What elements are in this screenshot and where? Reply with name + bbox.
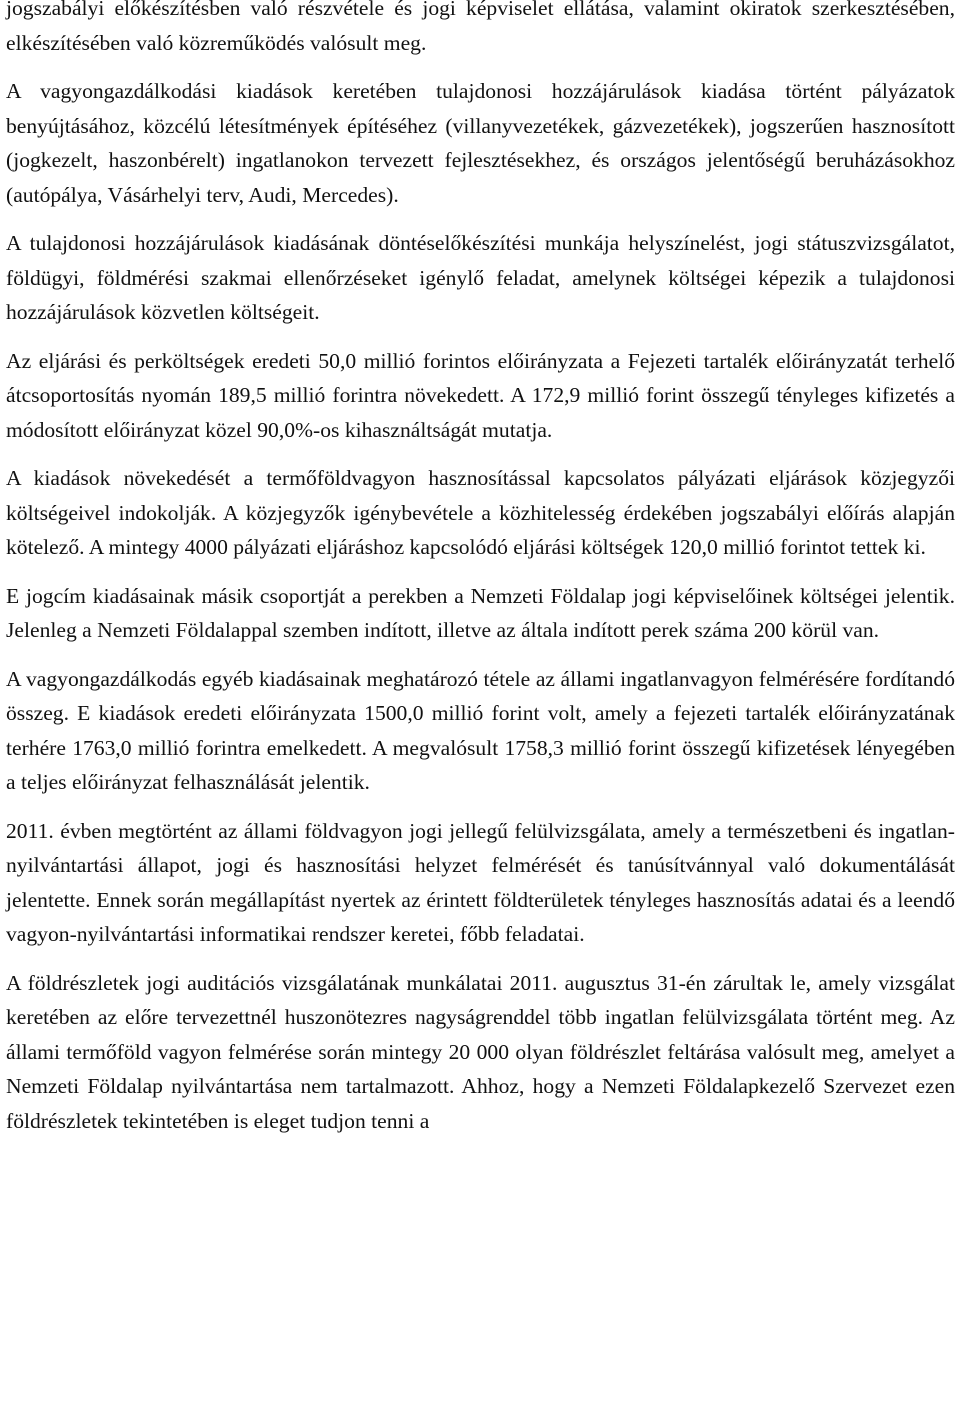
- paragraph-1: jogszabályi előkészítésben való részvétele és jogi képviselet ellátása, valamint okiratok szerkesztésében, elkészítésében való közreműködés valósult meg.: [6, 0, 955, 55]
- paragraph-8: 2011. évben megtörtént az állami földvagyon jogi jellegű felülvizsgálata, amely a természetbeni és ingatlan-nyilvántartási állapot, jogi és hasznosítási helyzet felmérését és tanúsítvánnyal való dokumentálását jelentette. Ennek során megállapítást nyertek az érintett földterületek tényleges hasznosítás adatai és a leendő vagyon-nyilvántartási informatikai rendszer keretei, főbb feladatai.: [6, 818, 955, 946]
- paragraph-4: Az eljárási és perköltségek eredeti 50,0 millió forintos előirányzata a Fejezeti tartalék előirányzatát terhelő átcsoportosítás nyomán 189,5 millió forintra növekedett. A 172,9 millió forint összegű tényleges kifizetés a módosított előirányzat közel 90,0%-os kihasználtságát mutatja.: [6, 348, 955, 442]
- paragraph-3: A tulajdonosi hozzájárulások kiadásának döntéselőkészítési munkája helyszínelést, jogi státuszvizsgálatot, földügyi, földmérési szakmai ellenőrzéseket igénylő feladat, amelynek költségei képezik a tulajdonosi hozzájárulások közvetlen költségeit.: [6, 231, 955, 324]
- paragraph-2: A vagyongazdálkodási kiadások keretében tulajdonosi hozzájárulások kiadása történt pályázatok benyújtásához, közcélú létesítmények építéséhez (villanyvezetékek, gázvezetékek), jogszerűen hasznosított (jogkezelt, haszonbérelt) ingatlanokon tervezett fejlesztésekhez, és országos jelentőségű beruházásokhoz (autópálya, Vásárhelyi terv, Audi, Mercedes).: [6, 79, 955, 207]
- paragraph-7: A vagyongazdálkodás egyéb kiadásainak meghatározó tétele az állami ingatlanvagyon felmérésére fordítandó összeg. E kiadások eredeti előirányzata 1500,0 millió forint volt, amely a fejezeti tartalék előirányzatának terhére 1763,0 millió forintra emelkedett. A megvalósult 1758,3 millió forint összegű kifizetések lényegében a teljes előirányzat felhasználását jelentik.: [6, 666, 955, 794]
- paragraph-5: A kiadások növekedését a termőföldvagyon hasznosítással kapcsolatos pályázati eljárások közjegyzői költségeivel indokolják. A közjegyzők igénybevétele a közhitelesség érdekében jogszabályi előírás alapján kötelező. A mintegy 4000 pályázati eljáráshoz kapcsolódó eljárási költségek 120,0 millió forintot tettek ki.: [6, 466, 955, 559]
- paragraph-6: E jogcím kiadásainak másik csoportját a perekben a Nemzeti Földalap jogi képviselőinek költségei jelentik. Jelenleg a Nemzeti Földalappal szemben indított, illetve az általa indított perek száma 200 körül van.: [6, 583, 955, 642]
- paragraph-9: A földrészletek jogi auditációs vizsgálatának munkálatai 2011. augusztus 31-én zárultak le, amely vizsgálat keretében az előre tervezettnél huszonötezres nagyságrenddel több ingatlan felülvizsgálata történt meg. Az állami termőföld vagyon felmérése során mintegy 20 000 olyan földrészlet feltárása valósult meg, amelyet a Nemzeti Földalap nyilvántartása nem tartalmazott. Ahhoz, hogy a Nemzeti Földalapkezelő Szervezet ezen földrészletek tekintetében is eleget tudjon tenni a: [6, 970, 955, 1133]
- document-page: [6, 0, 955, 1152]
